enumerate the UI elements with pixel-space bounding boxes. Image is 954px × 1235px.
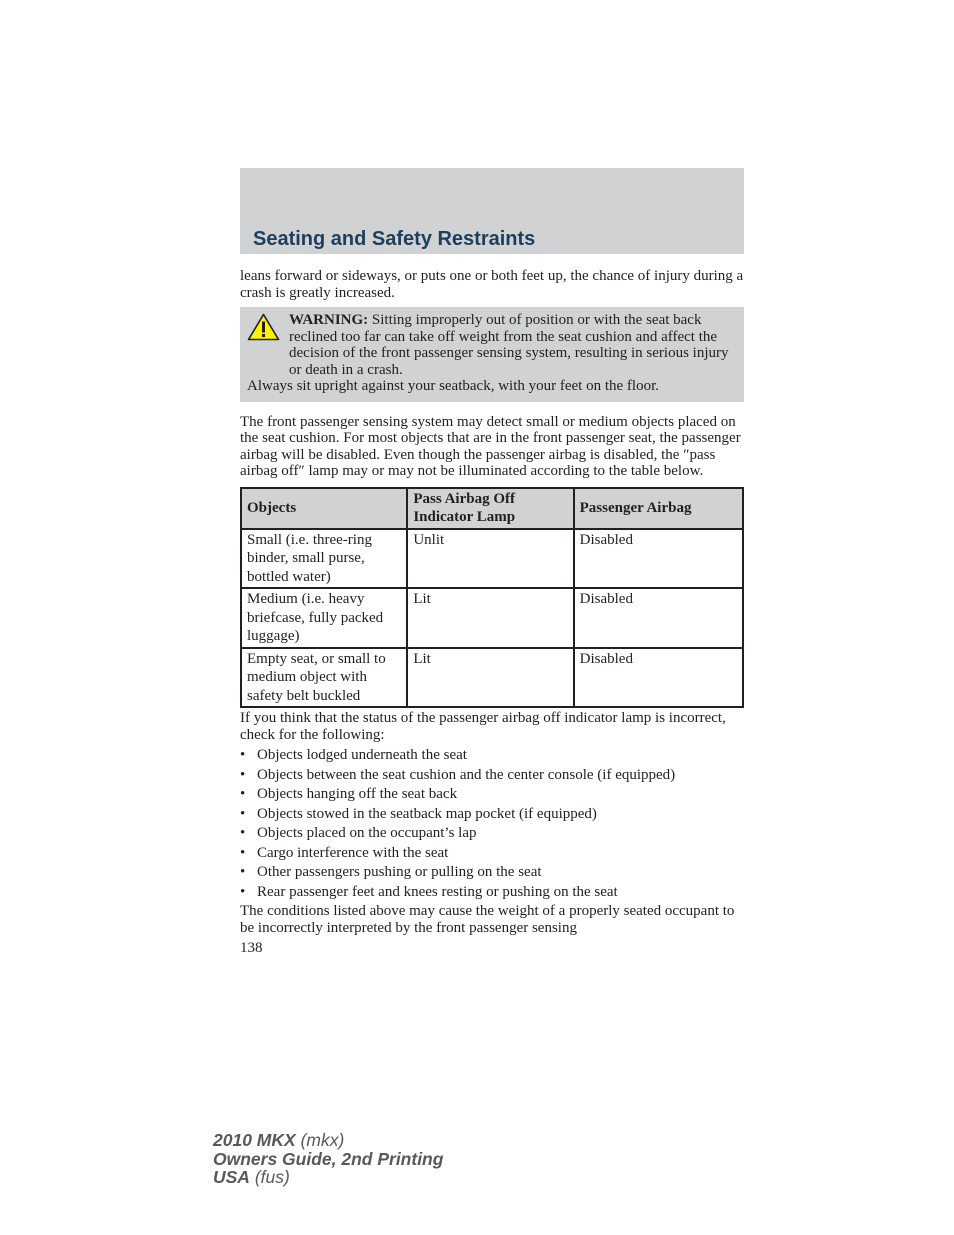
page-content [240,268,744,957]
conditions-paragraph: The conditions listed above may cause the weight of a properly seated occupant to be incorrectly interpreted by the front passenger sensing [240,903,735,936]
list-item [240,747,744,764]
list-item [240,786,744,803]
footer-guide-line [213,1150,443,1169]
check-paragraph: If you think that the status of the passenger airbag off indicator lamp is incorrect, check for the following: [240,710,726,743]
list-item-text: Other passengers pushing or pulling on the seat [257,864,542,880]
table-cell: Lit [407,588,573,648]
warning-text-2: Always sit upright against your seatback, with your feet on the floor. [247,378,659,394]
section-title: Seating and Safety Restraints [253,228,536,250]
warning-text [247,312,736,378]
bullet-icon: • [240,766,246,783]
footer-guide: Owners Guide, 2nd Printing [213,1148,444,1169]
column-header-indicator-lamp: Pass Airbag Off Indicator Lamp [407,488,573,529]
table-row [241,529,743,589]
warning-body: Sitting improperly out of position or with the seat back reclined too far can take off weight from the seat cushion and affect the decision of the front passenger sensing system, resulting in serious injury or death in a crash. [289,312,729,378]
list-item-text: Cargo interference with the seat [257,844,449,861]
bullet-icon: • [240,825,246,841]
table-header-row [241,488,743,529]
footer-market-code: (fus) [254,1167,290,1187]
column-header-objects: Objects [241,488,407,529]
bullet-icon: • [240,864,246,880]
section-header-band [240,168,744,254]
list-item [240,864,744,881]
table-cell: Disabled [574,529,743,589]
document-footer [213,1131,443,1187]
bullet-icon: • [240,805,246,822]
table-cell: Unlit [407,529,573,589]
list-item [240,825,744,842]
table-cell: Lit [407,648,573,708]
objects-paragraph: The front passenger sensing system may detect small or medium objects placed on the seat cushion. For most objects that are in the front passenger seat, the passenger airbag will be disabled. Even though the passenger airbag is disabled, the ″pass airbag off″ lamp may or may not be illuminated according to the table below. [240,413,741,479]
list-item [240,767,744,784]
list-item [240,845,744,862]
footer-market-line [213,1168,443,1187]
table-row [241,648,743,708]
list-item-text: Objects placed on the occupant’s lap [257,825,477,841]
list-item [240,884,744,901]
bullet-icon: • [240,883,246,900]
list-item-text: Objects between the seat cushion and the center console (if equipped) [257,766,676,783]
page-number: 138 [240,940,263,956]
table-cell: Medium (i.e. heavy briefcase, fully packed luggage) [241,588,407,648]
table-row [241,588,743,648]
bullet-icon: • [240,786,246,802]
warning-triangle-icon [247,313,280,341]
table-cell: Disabled [574,588,743,648]
intro-paragraph: leans forward or sideways, or puts one or both feet up, the chance of injury during a crash is greatly increased. [240,268,744,301]
table-cell: Disabled [574,648,743,708]
list-item-text: Objects lodged underneath the seat [257,747,467,763]
check-list [240,747,744,900]
table-cell: Empty seat, or small to medium object with safety belt buckled [241,648,407,708]
footer-model: 2010 MKX [213,1130,296,1150]
warning-box [240,307,744,402]
list-item-text: Objects stowed in the seatback map pocket (if equipped) [257,805,597,822]
footer-market: USA [213,1167,250,1187]
footer-model-line [213,1131,443,1150]
list-item-text: Rear passenger feet and knees resting or pushing on the seat [257,883,618,900]
column-header-passenger-airbag: Passenger Airbag [574,488,743,529]
footer-model-code: (mkx) [300,1130,345,1150]
table-cell: Small (i.e. three-ring binder, small purse, bottled water) [241,529,407,589]
warning-label: WARNING: [289,312,369,328]
airbag-status-table [240,487,744,709]
bullet-icon: • [240,844,246,861]
bullet-icon: • [240,747,246,763]
list-item [240,806,744,823]
list-item-text: Objects hanging off the seat back [257,786,458,802]
